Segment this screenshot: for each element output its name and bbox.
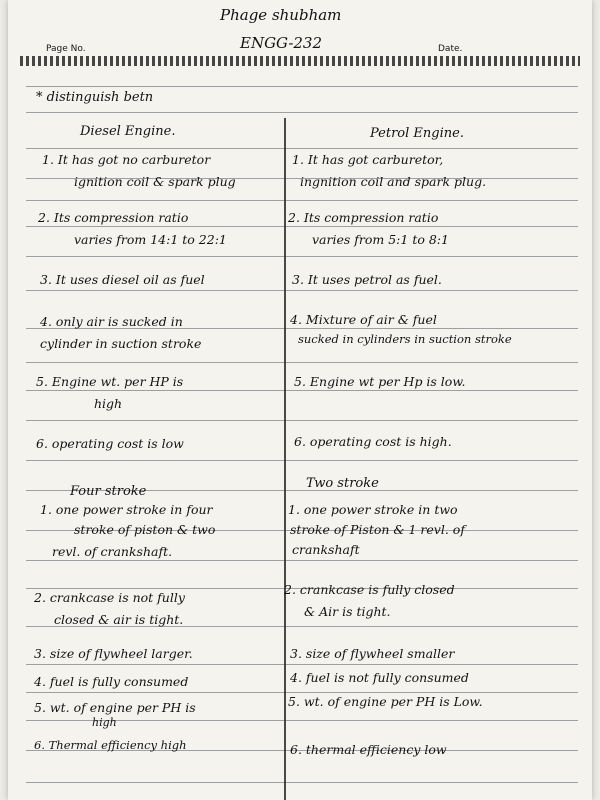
four-stroke-point-1: revl. of crankshaft.: [52, 544, 173, 559]
ruled-line: [26, 390, 578, 391]
ruled-line: [26, 782, 578, 783]
ruled-line: [26, 226, 578, 227]
petrol-point-2: 2. Its compression ratio: [288, 210, 439, 225]
two-stroke-heading: Two stroke: [306, 476, 379, 491]
ruled-line: [26, 256, 578, 257]
two-stroke-point-1: crankshaft: [292, 542, 360, 557]
four-stroke-heading: Four stroke: [70, 484, 147, 499]
petrol-point-6: 6. operating cost is high.: [294, 434, 452, 449]
date-label: Date.: [438, 44, 463, 54]
diesel-point-2: 2. Its compression ratio: [38, 210, 189, 225]
diesel-point-4: 4. only air is sucked in: [40, 314, 183, 329]
diesel-point-1: ignition coil & spark plug: [74, 174, 236, 189]
course-code: ENGG-232: [240, 34, 323, 52]
ruled-line: [26, 362, 578, 363]
two-stroke-point-2: & Air is tight.: [304, 604, 391, 619]
ruled-line: [26, 148, 578, 149]
two-stroke-point-4: 4. fuel is not fully consumed: [290, 670, 469, 685]
four-stroke-point-5: high: [92, 716, 117, 729]
diesel-point-2: varies from 14:1 to 22:1: [74, 232, 227, 247]
page-number-label: Page No.: [46, 44, 86, 54]
ruled-line: [26, 112, 578, 113]
student-name: Phage shubham: [220, 6, 342, 24]
ruled-line: [26, 560, 578, 561]
four-stroke-point-5: 5. wt. of engine per PH is: [34, 700, 196, 715]
two-stroke-point-1: 1. one power stroke in two: [288, 502, 458, 517]
petrol-point-1: 1. It has got carburetor,: [292, 152, 444, 167]
four-stroke-point-4: 4. fuel is fully consumed: [34, 674, 189, 689]
ruled-line: [26, 664, 578, 665]
diesel-point-4: cylinder in suction stroke: [40, 336, 202, 351]
two-stroke-point-6: 6. thermal efficiency low: [290, 742, 447, 757]
ruled-line: [26, 290, 578, 291]
four-stroke-point-6: 6. Thermal efficiency high: [34, 738, 187, 752]
ruled-line: [26, 200, 578, 201]
petrol-point-3: 3. It uses petrol as fuel.: [292, 272, 442, 287]
notebook-page: [8, 0, 592, 800]
petrol-point-5: 5. Engine wt per Hp is low.: [294, 374, 466, 389]
diesel-point-3: 3. It uses diesel oil as fuel: [40, 272, 205, 287]
petrol-point-2: varies from 5:1 to 8:1: [312, 232, 449, 247]
two-stroke-point-3: 3. size of flywheel smaller: [290, 646, 455, 661]
four-stroke-point-1: stroke of piston & two: [74, 522, 216, 537]
decorative-border: [20, 56, 580, 66]
diesel-point-1: 1. It has got no carburetor: [42, 152, 211, 167]
petrol-point-4: 4. Mixture of air & fuel: [290, 312, 437, 327]
four-stroke-point-2: 2. crankcase is not fully: [34, 590, 185, 605]
petrol-point-4: sucked in cylinders in suction stroke: [298, 332, 512, 346]
diesel-heading: Diesel Engine.: [80, 124, 176, 139]
two-stroke-point-5: 5. wt. of engine per PH is Low.: [288, 694, 483, 709]
two-stroke-point-2: 2. crankcase is fully closed: [284, 582, 455, 597]
four-stroke-point-1: 1. one power stroke in four: [40, 502, 213, 517]
ruled-line: [26, 420, 578, 421]
two-stroke-point-1: stroke of Piston & 1 revl. of: [290, 522, 465, 537]
diesel-point-6: 6. operating cost is low: [36, 436, 184, 451]
ruled-line: [26, 86, 578, 87]
petrol-point-1: ingnition coil and spark plug.: [300, 174, 487, 189]
ruled-line: [26, 692, 578, 693]
ruled-line: [26, 460, 578, 461]
four-stroke-point-2: closed & air is tight.: [54, 612, 184, 627]
column-divider: [284, 118, 286, 800]
four-stroke-point-3: 3. size of flywheel larger.: [34, 646, 193, 661]
diesel-point-5: high: [94, 396, 123, 411]
petrol-heading: Petrol Engine.: [370, 126, 464, 141]
diesel-point-5: 5. Engine wt. per HP is: [36, 374, 184, 389]
section-title: * distinguish betn: [36, 90, 154, 105]
